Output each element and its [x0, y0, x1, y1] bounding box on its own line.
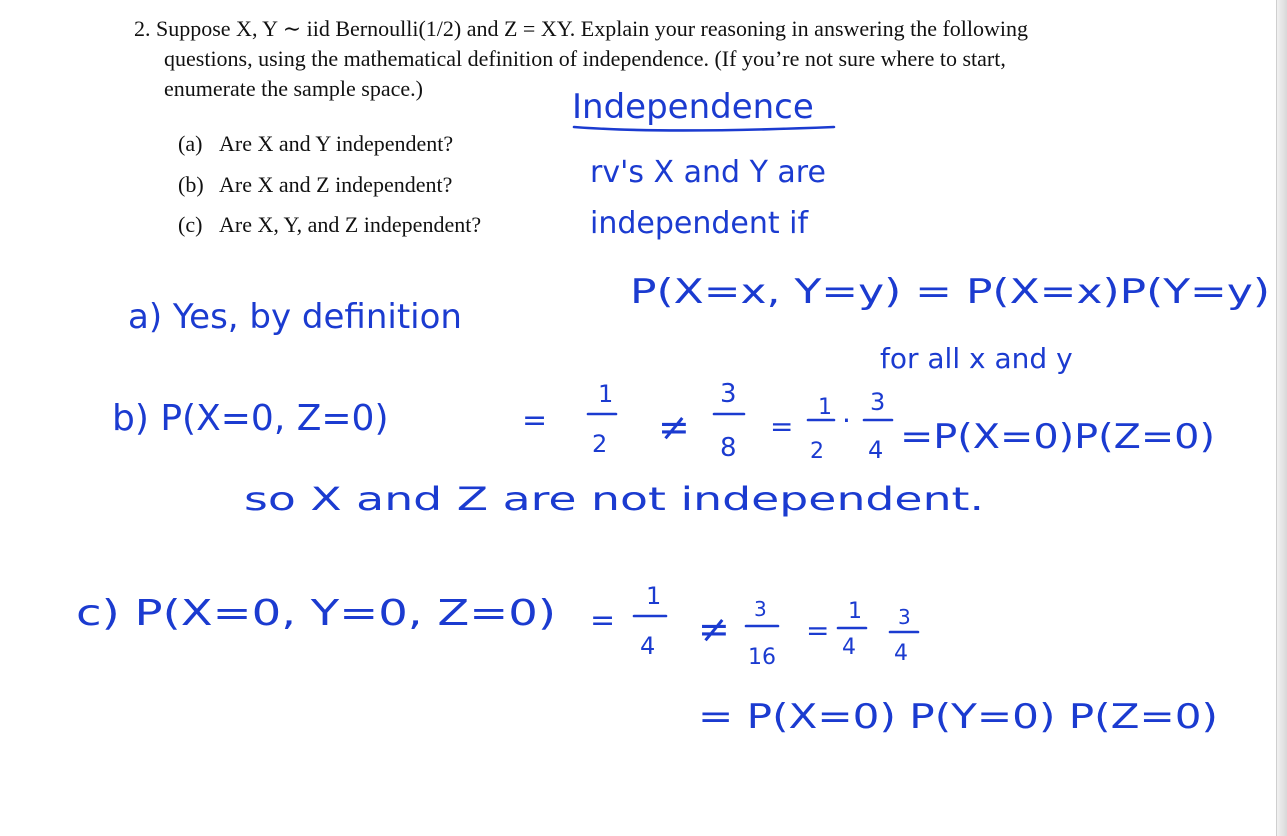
heading-underline: [574, 127, 834, 130]
answer-c-rhs: = P(X=0) P(Y=0) P(Z=0): [698, 697, 1218, 737]
heading-independence: Independence: [572, 87, 814, 127]
b-frac2-den: 8: [720, 433, 737, 463]
c-frac3-num: 1: [848, 599, 862, 624]
definition-formula: P(X=x, Y=y) = P(X=x)P(Y=y): [630, 272, 1270, 312]
answer-a: a) Yes, by definition: [128, 297, 462, 337]
b-dot: ·: [842, 404, 851, 437]
answer-b-equals-2: =: [770, 410, 794, 443]
answer-c-neq: ≠: [698, 607, 730, 651]
answer-b-neq: ≠: [658, 405, 690, 449]
part-text: Are X, Y, and Z independent?: [219, 212, 482, 237]
answer-b-equals: =: [522, 403, 548, 438]
definition-line-2: independent if: [590, 206, 809, 241]
answer-b-conclusion: so X and Z are not independent.: [244, 480, 984, 518]
part-text: Are X and Z independent?: [219, 172, 453, 197]
part-label: (c): [178, 212, 203, 237]
c-frac2-num: 3: [754, 597, 767, 621]
c-frac4-den: 4: [894, 641, 908, 666]
b-frac1-num: 1: [598, 380, 614, 408]
part-label: (a): [178, 131, 203, 156]
b-frac4-den: 4: [868, 436, 884, 464]
b-frac4-num: 3: [870, 388, 886, 416]
part-text: Are X and Y independent?: [219, 131, 454, 156]
c-frac4-num: 3: [898, 605, 911, 629]
answer-b-lhs: b) P(X=0, Z=0): [112, 398, 389, 439]
b-frac2-num: 3: [720, 379, 737, 409]
b-frac1-den: 2: [592, 430, 608, 458]
c-frac1-den: 4: [640, 632, 656, 660]
c-frac1-num: 1: [646, 582, 662, 610]
question-line-1: 2. Suppose X, Y ∼ iid Bernoulli(1/2) and Z = XY. Explain your reasoning in answering the following: [134, 16, 1029, 41]
answer-c-equals-2: =: [806, 614, 830, 647]
definition-line-1: rv's X and Y are: [590, 155, 826, 190]
definition-quantifier: for all x and y: [880, 342, 1073, 375]
part-label: (b): [178, 172, 204, 197]
c-frac3-den: 4: [842, 635, 856, 660]
answer-b-rhs: =P(X=0)P(Z=0): [900, 417, 1215, 457]
answer-c-lhs: c) P(X=0, Y=0, Z=0): [76, 593, 556, 634]
c-frac2-den: 16: [748, 645, 776, 670]
question-line-2: questions, using the mathematical definition of independence. (If you’re not sure where to start,: [164, 46, 1006, 71]
answer-c-equals: =: [590, 603, 616, 638]
b-frac3-den: 2: [810, 439, 824, 464]
b-frac3-num: 1: [818, 395, 832, 420]
question-line-3: enumerate the sample space.): [164, 76, 423, 101]
